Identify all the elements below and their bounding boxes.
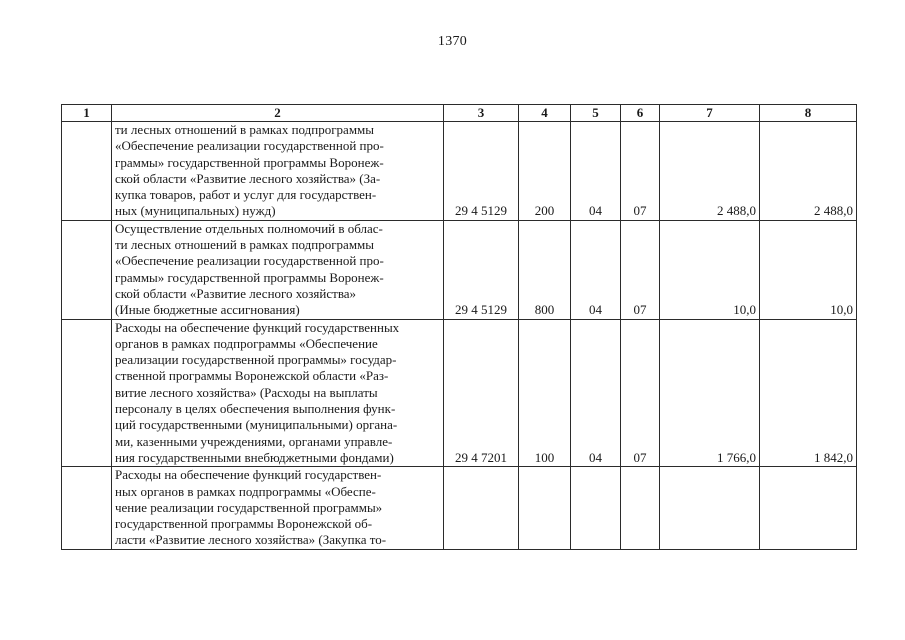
description-line: ций государственными (муниципальными) органа- <box>115 417 398 433</box>
description-line: «Обеспечение реализации государственной про- <box>115 138 384 154</box>
subsection-cell <box>621 467 660 549</box>
section-cell: 04 <box>571 122 621 221</box>
description-line: персоналу в целях обеспечения выполнения функ- <box>115 401 396 417</box>
subsection-cell: 07 <box>621 319 660 467</box>
description-line: чение реализации государственной программы» <box>115 499 383 515</box>
amount-cell-8: 2 488,0 <box>760 122 857 221</box>
row-number-cell <box>62 319 112 467</box>
expense-type-cell: 800 <box>519 220 571 319</box>
target-article-cell: 29 4 5129 <box>444 220 519 319</box>
header-cell-5: 5 <box>571 105 621 122</box>
description-line: граммы» государственной программы Воронеж- <box>115 154 384 170</box>
description-line: ти лесных отношений в рамках подпрограммы <box>115 122 375 137</box>
subsection-cell: 07 <box>621 122 660 221</box>
section-cell <box>571 467 621 549</box>
budget-table <box>61 104 857 550</box>
amount-cell-8: 10,0 <box>760 220 857 319</box>
target-article-cell: 29 4 7201 <box>444 319 519 467</box>
table-header-row <box>62 105 857 122</box>
expense-type-cell: 100 <box>519 319 571 467</box>
header-cell-3: 3 <box>444 105 519 122</box>
section-cell: 04 <box>571 319 621 467</box>
description-line: купка товаров, работ и услуг для государствен- <box>115 187 377 203</box>
description-line: ственной программы Воронежской области «Раз- <box>115 368 389 384</box>
description-line: Расходы на обеспечение функций государствен- <box>115 467 382 483</box>
section-cell: 04 <box>571 220 621 319</box>
description-cell <box>112 122 444 221</box>
description-line: «Обеспечение реализации государственной про- <box>115 253 384 269</box>
description-line: Осуществление отдельных полномочий в облас- <box>115 220 383 236</box>
target-article-cell <box>444 467 519 549</box>
header-cell-4: 4 <box>519 105 571 122</box>
header-cell-2: 2 <box>112 105 444 122</box>
description-line: ных органов в рамках подпрограммы «Обеспе- <box>115 483 376 499</box>
row-number-cell <box>62 220 112 319</box>
table-row <box>62 319 857 467</box>
amount-cell-7: 10,0 <box>660 220 760 319</box>
row-number-cell <box>62 467 112 549</box>
description-line: реализации государственной программы» государ- <box>115 352 397 368</box>
description-line: граммы» государственной программы Воронеж- <box>115 269 384 285</box>
description-line: ния государственными внебюджетными фондами) <box>115 449 394 465</box>
description-cell <box>112 220 444 319</box>
description-line: органов в рамках подпрограммы «Обеспечение <box>115 335 378 351</box>
amount-cell-7 <box>660 467 760 549</box>
description-line: государственной программы Воронежской об- <box>115 516 373 532</box>
target-article-cell: 29 4 5129 <box>444 122 519 221</box>
description-line: ти лесных отношений в рамках подпрограммы <box>115 237 375 253</box>
subsection-cell: 07 <box>621 220 660 319</box>
expense-type-cell: 200 <box>519 122 571 221</box>
table-row <box>62 122 857 221</box>
expense-type-cell <box>519 467 571 549</box>
description-line: ской области «Развитие лесного хозяйства» <box>115 285 357 301</box>
amount-cell-7: 1 766,0 <box>660 319 760 467</box>
description-line: Расходы на обеспечение функций государственных <box>115 319 400 335</box>
amount-cell-8: 1 842,0 <box>760 319 857 467</box>
amount-cell-8 <box>760 467 857 549</box>
header-cell-8: 8 <box>760 105 857 122</box>
page-number: 1370 <box>437 34 468 49</box>
table-body <box>62 122 857 550</box>
row-number-cell <box>62 122 112 221</box>
table-row <box>62 467 857 549</box>
header-cell-1: 1 <box>62 105 112 122</box>
description-line: ных (муниципальных) нужд) <box>115 203 276 219</box>
header-cell-6: 6 <box>621 105 660 122</box>
description-line: ласти «Развитие лесного хозяйства» (Закупка то- <box>115 532 387 548</box>
description-cell <box>112 467 444 549</box>
description-line: ской области «Развитие лесного хозяйства» (За- <box>115 170 381 186</box>
header-cell-7: 7 <box>660 105 760 122</box>
description-cell <box>112 319 444 467</box>
table-row <box>62 220 857 319</box>
description-line: (Иные бюджетные ассигнования) <box>115 302 300 318</box>
description-line: витие лесного хозяйства» (Расходы на выплаты <box>115 384 378 400</box>
description-line: ми, казенными учреждениями, органами управле- <box>115 433 393 449</box>
amount-cell-7: 2 488,0 <box>660 122 760 221</box>
